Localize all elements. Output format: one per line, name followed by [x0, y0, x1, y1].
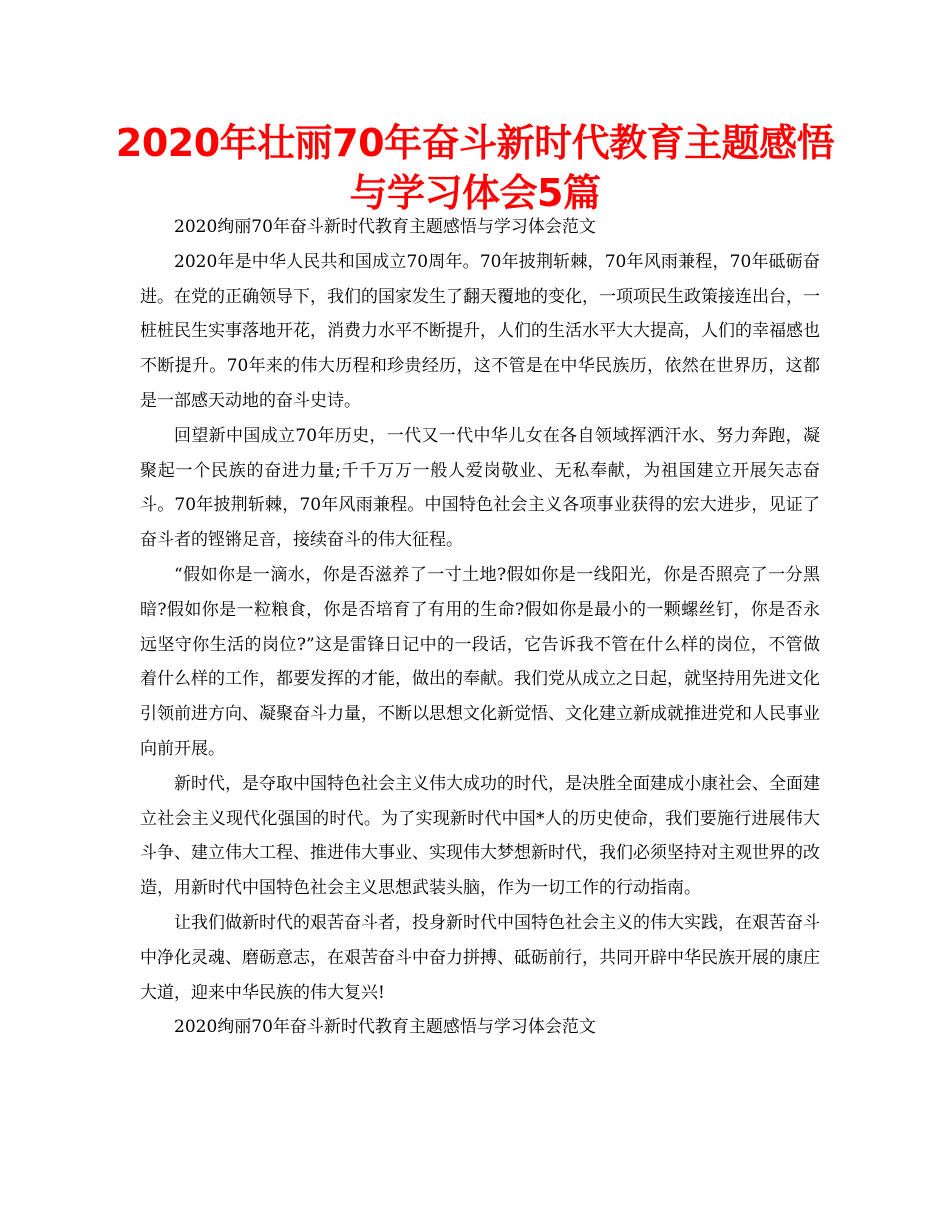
body-paragraph: 让我们做新时代的艰苦奋斗者，投身新时代中国特色社会主义的伟大实践，在艰苦奋斗中净化灵魂、磨砺意志，在艰苦奋斗中奋力拼搏、砥砺前行，共同开辟中华民族开展的康庄大道，迎来中华民族的伟大复兴! [140, 912, 820, 1003]
body-paragraph: 回望新中国成立70年历史，一代又一代中华儿女在各自领域挥洒汗水、努力奔跑，凝聚起一个民族的奋进力量;千千万万一般人爱岗敬业、无私奉献，为祖国建立开展矢志奋斗。70年披荆斩棘，70年风雨兼程。中国特色社会主义各项事业获得的宏大进步，见证了奋斗者的铿锵足音，接续奋斗的伟大征程。 [140, 425, 820, 551]
body-paragraph: 2020年是中华人民共和国成立70周年。70年披荆斩棘，70年风雨兼程，70年砥砺奋进。在党的正确领导下，我们的国家发生了翻天覆地的变化，一项项民生政策接连出台，一桩桩民生实事落地开花，消费力水平不断提升，人们的生活水平大大提高，人们的幸福感也不断提升。70年来的伟大历程和珍贵经历，这不管是在中华民族历，依然在世界历，这都是一部感天动地的奋斗史诗。 [140, 251, 820, 411]
body-paragraph: “假如你是一滴水，你是否滋养了一寸土地?假如你是一线阳光，你是否照亮了一分黑暗?假如你是一粒粮食，你是否培育了有用的生命?假如你是最小的一颗螺丝钉，你是否永远坚守你生活的岗位?”这是雷锋日记中的一段话，它告诉我不管在什么样的岗位，不管做着什么样的工作，都要发挥的才能，做出的奉献。我们党从成立之日起，就坚持用先进文化引领前进方向、凝聚奋斗力量，不断以思想文化新觉悟、文化建立新成就推进党和人民事业向前开展。 [140, 564, 820, 759]
subtitle-paragraph: 2020绚丽70年奋斗新时代教育主题感悟与学习体会范文 [174, 217, 596, 237]
document-body [140, 210, 820, 1045]
body-paragraph: 新时代，是夺取中国特色社会主义伟大成功的时代，是决胜全面建成小康社会、全面建立社会主义现代化强国的时代。为了实现新时代中国*人的历史使命，我们要施行进展伟大斗争、建立伟大工程、推进伟大事业、实现伟大梦想新时代，我们必须坚持对主观世界的改造，用新时代中国特色社会主义思想武装头脑，作为一切工作的行动指南。 [140, 773, 820, 899]
section-heading-paragraph: 2020绚丽70年奋斗新时代教育主题感悟与学习体会范文 [174, 1017, 596, 1038]
document-title: 2020年壮丽70年奋斗新时代教育主题感悟与学习体会5篇 [115, 121, 835, 215]
